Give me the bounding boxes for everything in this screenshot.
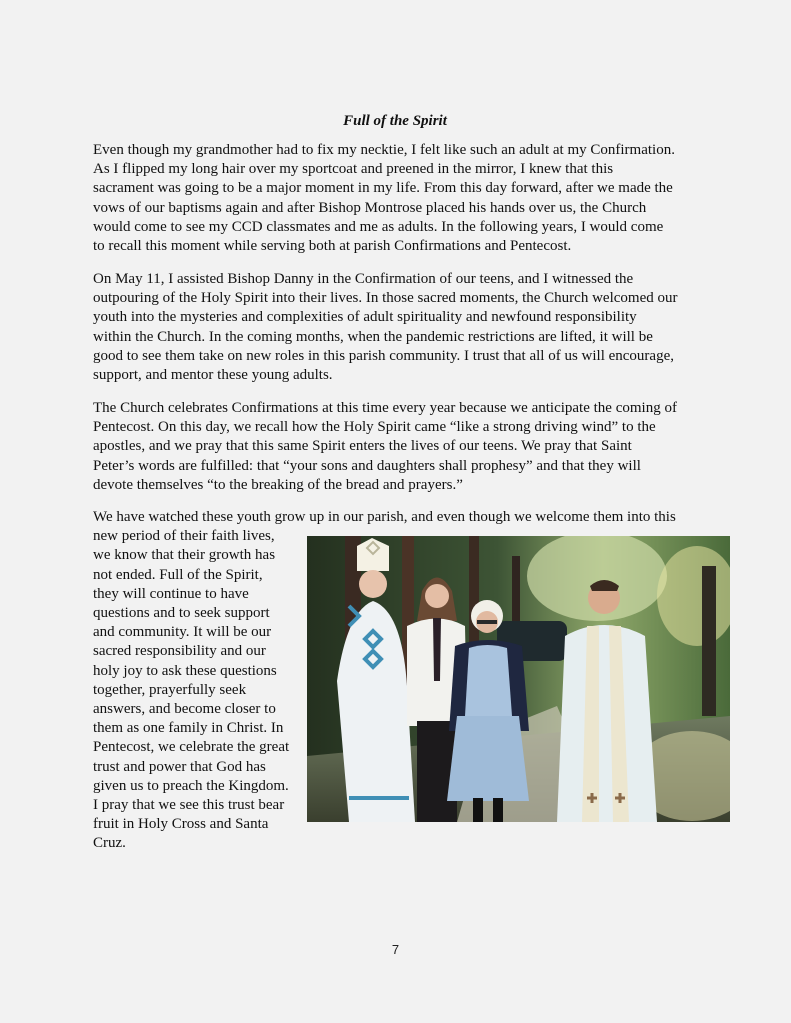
- confirmation-photo: [307, 536, 730, 822]
- text-line: fruit in Holy Cross and Santa: [93, 816, 269, 833]
- paragraph-2: [93, 270, 703, 385]
- text-line: answers, and become closer to: [93, 701, 276, 718]
- text-line: Pentecost. On this day, we recall how the Holy Spirit came “like a strong driving wind” to the: [93, 419, 656, 436]
- text-line: sacred responsibility and our: [93, 643, 266, 660]
- text-line: together, prayerfully seek: [93, 681, 247, 698]
- tree-trunk: [702, 566, 716, 716]
- paragraph-1: [93, 141, 703, 256]
- text-line: vows of our baptisms again and after Bishop Montrose placed his hands over us, the Church: [93, 199, 647, 216]
- text-line: we know that their growth has: [93, 547, 276, 564]
- text-line: good to see them take on new roles in this parish community. I trust that all of us will encourage,: [93, 347, 674, 364]
- text-line: new period of their faith lives,: [93, 528, 275, 545]
- text-line: given us to preach the Kingdom.: [93, 777, 289, 794]
- text-line: As I flipped my long hair over my sportcoat and preened in the mirror, I knew that this: [93, 161, 614, 178]
- text-line: trust and power that God has: [93, 758, 266, 775]
- photo-illustration: [307, 536, 730, 822]
- text-line: We have watched these youth grow up in our parish, and even though we welcome them into this: [93, 509, 676, 525]
- text-line: support, and mentor these young adults.: [93, 367, 333, 384]
- paragraph-3: [93, 399, 703, 495]
- text-line: they will continue to have: [93, 585, 249, 602]
- text-line: outpouring of the Holy Spirit into their lives. In those sacred moments, the Church welcomed our: [93, 290, 678, 307]
- text-line: youth into the mysteries and complexities of adult spirituality and newfound responsibility: [93, 309, 637, 326]
- text-line: apostles, and we pray that this same Spirit enters the lives of our teens. We pray that Saint: [93, 438, 632, 455]
- text-line: would come to see my CCD classmates and me as adults. In the following years, I would come: [93, 218, 664, 235]
- text-line: holy joy to ask these questions: [93, 662, 277, 679]
- text-line: within the Church. In the coming months, when the pandemic restrictions are lifted, it will be: [93, 328, 653, 345]
- article-title: Full of the Spirit: [343, 113, 447, 129]
- text-line: Peter’s words are fulfilled: that “your sons and daughters shall prophesy” and that they will: [93, 457, 641, 474]
- text-line: them as one family in Christ. In: [93, 720, 284, 737]
- text-line: to recall this moment while serving both at parish Confirmations and Pentecost.: [93, 238, 572, 255]
- text-line: devote themselves “to the breaking of the bread and prayers.”: [93, 476, 463, 493]
- text-line: On May 11, I assisted Bishop Danny in the Confirmation of our teens, and I witnessed the: [93, 271, 634, 287]
- text-line: questions and to seek support: [93, 605, 270, 622]
- text-line: Cruz.: [93, 835, 126, 852]
- text-line: The Church celebrates Confirmations at this time every year because we anticipate the coming of: [93, 400, 677, 416]
- text-line: not ended. Full of the Spirit,: [93, 566, 263, 583]
- text-line: Pentecost, we celebrate the great: [93, 739, 290, 756]
- text-line: sacrament was going to be a major moment in my life. From this day forward, after we made the: [93, 180, 673, 197]
- page-number: 7: [391, 942, 400, 957]
- text-line: I pray that we see this trust bear: [93, 797, 285, 814]
- text-line: Even though my grandmother had to fix my necktie, I felt like such an adult at my Confirmation.: [93, 142, 675, 158]
- text-line: and community. It will be our: [93, 624, 272, 641]
